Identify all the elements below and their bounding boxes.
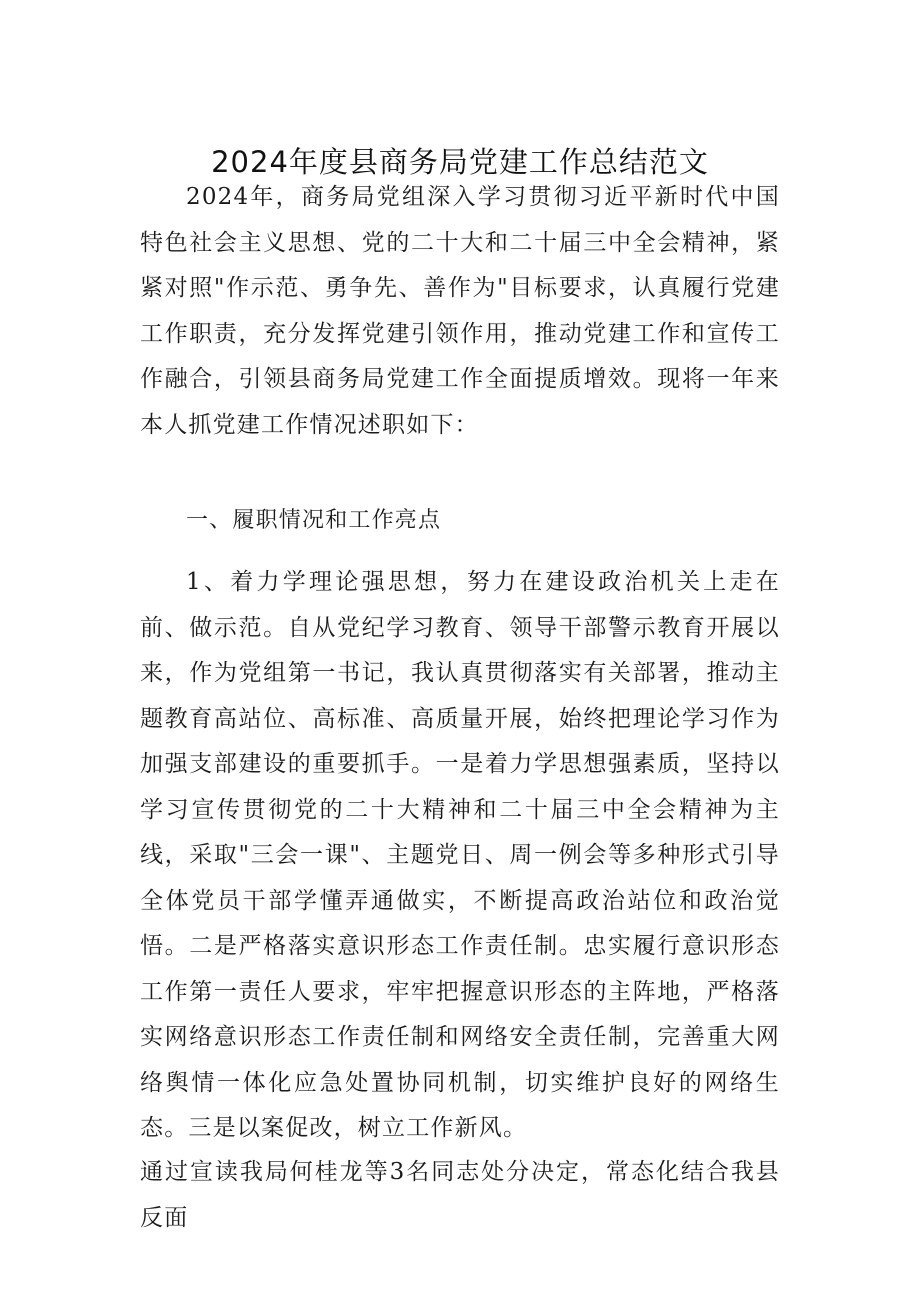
body-paragraph-continued: 通过宣读我局何桂龙等3名同志处分决定，常态化结合我县反面 (140, 1159, 780, 1231)
intro-paragraph: 2024年，商务局党组深入学习贯彻习近平新时代中国特色社会主义思想、党的二十大和二十届三中全会精神，紧紧对照"作示范、勇争先、善作为"目标要求，认真履行党建工作职责，充分发挥党建引领作用，推动党建工作和宣传工作融合，引领县商务局党建工作全面提质增效。现将一年来本人抓党建工作情况述职如下： (140, 184, 780, 438)
section-heading: 一、履职情况和工作亮点 (186, 508, 442, 533)
document-title: 2024年度县商务局党建工作总结范文 (211, 145, 709, 179)
body-paragraph: 1、着力学理论强思想，努力在建设政治机关上走在前、做示范。自从党纪学习教育、领导干部警示教育开展以来，作为党组第一书记，我认真贯彻落实有关部署，推动主题教育高站位、高标准、高质量开展，始终把理论学习作为加强支部建设的重要抓手。一是着力学思想强素质，坚持以学习宣传贯彻党的二十大精神和二十届三中全会精神为主线，采取"三会一课"、主题党日、周一例会等多种形式引导全体党员干部学懂弄通做实，不断提高政治站位和政治觉悟。二是严格落实意识形态工作责任制。忠实履行意识形态工作第一责任人要求，牢牢把握意识形态的主阵地，严格落实网络意识形态工作责任制和网络安全责任制，完善重大网络舆情一体化应急处置协同机制，切实维护良好的网络生态。三是以案促改，树立工作新风。 (140, 569, 780, 1141)
